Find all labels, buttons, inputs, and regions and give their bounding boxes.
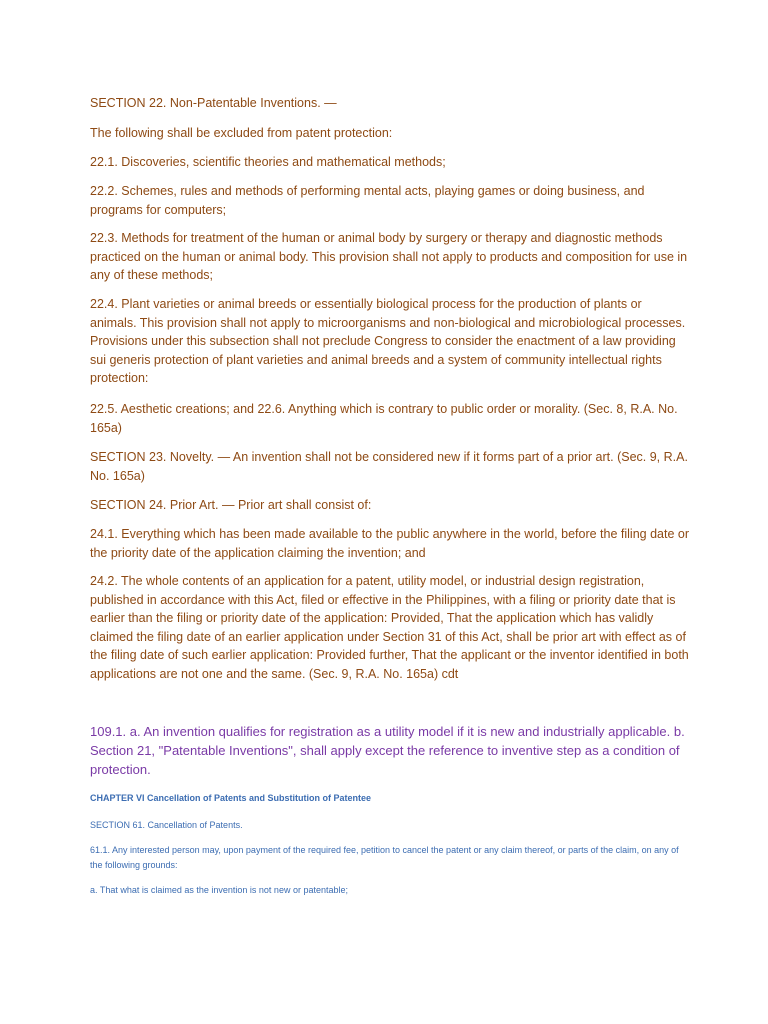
item-22-1: 22.1. Discoveries, scientific theories and mathematical methods;: [90, 155, 446, 169]
item-24-1: 24.1. Everything which has been made available to the public anywhere in the world, before the filing date or the priority date of the application claiming the invention; and: [90, 527, 689, 560]
item-22-2: 22.2. Schemes, rules and methods of performing mental acts, playing games or doing business, and programs for computers;: [90, 184, 645, 217]
chapter-6-heading: CHAPTER VI Cancellation of Patents and Substitution of Patentee: [90, 793, 372, 803]
section-23-text: SECTION 23. Novelty. — An invention shall not be considered new if it forms part of a prior art. (Sec. 9, R.A. No. 165a): [90, 450, 688, 483]
item-22-3: 22.3. Methods for treatment of the human or animal body by surgery or therapy and diagnostic methods practiced on the human or animal body. This provision shall not apply to products and composition for use in any of these methods;: [90, 231, 688, 282]
item-22-5: 22.5. Aesthetic creations; and 22.6. Anything which is contrary to public order or morality. (Sec. 8, R.A. No. 165a): [90, 402, 678, 435]
section-24-heading: SECTION 24. Prior Art. — Prior art shall consist of:: [90, 498, 372, 512]
item-61-1-a: a. That what is claimed as the invention is not new or patentable;: [90, 885, 348, 895]
section-22-intro: The following shall be excluded from patent protection:: [90, 126, 393, 140]
item-24-2: 24.2. The whole contents of an application for a patent, utility model, or industrial design registration, published in accordance with this Act, filed or effective in the Philippines, with a filing or priority date that is earlier than the filing or priority date of the application: Provided, That the application which has validly claimed the filing date of an earlier application under Section 31 of this Act, shall be prior art with effect as of the filing date of such earlier application: Provided further, That the applicant or the inventor identified in both applications are not one and the same. (Sec. 9, R.A. No. 165a) cdt: [90, 574, 689, 681]
item-22-4: 22.4. Plant varieties or animal breeds or essentially biological process for the production of plants or animals. This provision shall not apply to microorganisms and non-biological and microbiological processes. Provisions under this subsection shall not preclude Congress to consider the enactment of a law providing sui generis protection of plant varieties and animal breeds and a system of community intellectual rights protection:: [90, 297, 686, 385]
section-61-heading: SECTION 61. Cancellation of Patents.: [90, 820, 243, 830]
section-22-heading: SECTION 22. Non-Patentable Inventions. —: [90, 96, 337, 110]
item-61-1: 61.1. Any interested person may, upon payment of the required fee, petition to cancel the patent or any claim thereof, or parts of the claim, on any of the following grounds:: [90, 845, 679, 870]
section-109-text: 109.1. a. An invention qualifies for registration as a utility model if it is new and industrially applicable. b. Section 21, "Patentable Inventions", shall apply except the reference to inventive step as a condition of protection.: [90, 724, 685, 777]
